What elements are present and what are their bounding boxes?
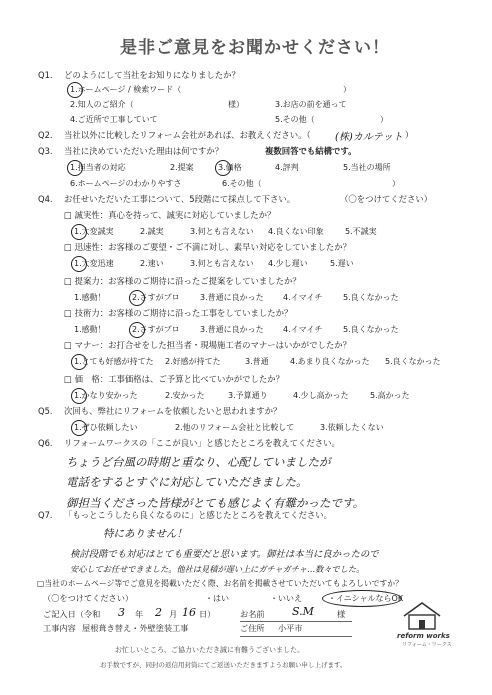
q4-speed-option-2[interactable]: 2.速い (140, 259, 164, 268)
publish-consent-note: （〇をつけてください） (43, 593, 134, 603)
q4-question: お任せいただいた工事について、5段階にて採点して下さい。 (64, 194, 296, 204)
thanks-text: お忙しいところ、ご協力いただき誠に有難うございました。 (115, 646, 304, 654)
q1-option-5-close: ） (380, 115, 388, 124)
logo-text: reform works (397, 632, 450, 640)
q4-price-option-1[interactable]: 1.かなり安かった (74, 391, 138, 400)
q3-option-1[interactable]: 1.担当者の対応 (70, 163, 126, 172)
q1-option-5[interactable]: 5.その他（ (275, 115, 315, 124)
q4-item-sincerity: □ 誠実性：真心を持って、誠実に対応していましたか？ (64, 210, 276, 220)
q4-manner-option-1[interactable]: 1.とても好感が持てた (74, 357, 154, 366)
publish-option-no[interactable]: ・いいえ (270, 594, 302, 603)
date-day: 16 (182, 606, 196, 619)
q4-manner-option-3[interactable]: 3.普通 (245, 357, 269, 366)
q7-number: Q7. (38, 510, 53, 520)
q4-sincerity-option-2[interactable]: 2.誠実 (140, 227, 164, 236)
q4-skill-option-5[interactable]: 5.良くなかった (343, 325, 399, 334)
q2-question: 当社以外に比較したリフォーム会社があれば、お教えください。（ (64, 130, 311, 140)
name-suffix: 様 (337, 609, 346, 619)
q5-number: Q5. (38, 406, 53, 416)
name-value: S.M (292, 605, 314, 618)
q3-question: 当社に決めていただいた理由は何ですか？ (64, 146, 224, 156)
q4-manner-option-5[interactable]: 5.良くなかった (385, 357, 441, 366)
date-year-unit: 年 (135, 609, 144, 619)
q1-question: どのようにして当社をお知りになりましたか？ (64, 70, 240, 80)
q4-item-skill: □ 技術力：お客様のご期待に沿った工事をしていましたか？ (64, 308, 293, 318)
q6-answer-line-3: 御担当くださった皆様がとても感じよく有難かったです。 (66, 496, 365, 510)
q2-number: Q2. (38, 130, 53, 140)
q4-skill-option-3[interactable]: 3.普通に良かった (200, 325, 264, 334)
q1-option-2-suffix: 様） (228, 100, 244, 109)
q3-option-4[interactable]: 4.評判 (275, 163, 299, 172)
thanks-text-2: お手数ですが、同封の返信用封筒にてご返送いただきますようお願い申し上げます。 (100, 661, 347, 669)
house-logo-icon (398, 600, 446, 632)
q1-option-2[interactable]: 2.知人のご紹介（ (70, 100, 134, 109)
q4-skill-option-4[interactable]: 4.イマイチ (283, 325, 323, 334)
q4-note: （〇をつけてください） (340, 194, 433, 204)
q5-option-3[interactable]: 3.依頼したくない (320, 423, 384, 432)
q3-note: 複数回答でも結構です。 (265, 146, 357, 156)
date-month: 2 (155, 606, 162, 619)
answer-circle (71, 420, 87, 436)
q7-question: 「もっとこうしたら良くなるのに」と感じたところを教えてください。 (64, 510, 332, 520)
q4-price-option-5[interactable]: 5.高かった (370, 391, 410, 400)
answer-circle (71, 354, 87, 370)
address-underline (240, 636, 352, 637)
q6-answer-line-1: ちょうど台風の時期と重なり、心配していましたが (66, 455, 331, 469)
q3-option-2[interactable]: 2.提案 (170, 163, 194, 172)
q4-proposal-option-5[interactable]: 5.良くなかった (343, 293, 399, 302)
name-label: お名前 (240, 609, 265, 619)
q1-option-1[interactable]: 1.ホームページ / 検索ワード（ (70, 85, 182, 94)
q4-skill-option-2[interactable]: 2.さすがプロ (132, 325, 180, 334)
q6-question: リフォームワークスの「ここが良い」と感じたところを教えてください。 (64, 438, 340, 448)
q3-option-5[interactable]: 5.当社の場所 (343, 163, 391, 172)
q4-speed-option-1[interactable]: 1.大変迅速 (74, 259, 114, 268)
q4-proposal-option-1[interactable]: 1.感動！ (74, 293, 106, 302)
q1-option-4[interactable]: 4.ご近所で工事していて (70, 115, 158, 124)
q1-option-3[interactable]: 3.お店の前を通って (275, 100, 347, 109)
q4-skill-option-1[interactable]: 1.感動！ (74, 325, 106, 334)
q4-item-speed: □ 迅速性：お客様のご要望・ご不満に対し、素早い対応をしていましたか？ (64, 242, 351, 252)
publish-option-initials[interactable]: ・イニシャルならOK (328, 594, 404, 603)
q3-number: Q3. (38, 146, 53, 156)
q3-option-7-close: ） (392, 179, 400, 188)
answer-circle (129, 322, 145, 338)
publish-consent-question: □当社のホームページ等でご意見を掲載いただく際、お名前を掲載させていただいてもよろしいですか？ (37, 579, 403, 588)
answer-circle (71, 388, 87, 404)
q4-manner-option-4[interactable]: 4.あまり良くなかった (290, 357, 370, 366)
q4-price-option-2[interactable]: 2.安かった (165, 391, 205, 400)
answer-circle (71, 256, 87, 272)
q3-option-6[interactable]: 6.ホームページのわかりやすさ (70, 179, 182, 188)
name-underline (240, 621, 352, 622)
q4-speed-option-3[interactable]: 3.何とも言えない (190, 259, 254, 268)
q7-answer-line-3: 安心してお任せできました。他社は見積が遅い上にガチャガチャ…数々でした。 (70, 564, 365, 574)
q5-option-2[interactable]: 2.他のリフォーム会社と比較して (175, 423, 295, 432)
q7-answer-line-1: 特にありません！ (103, 528, 187, 540)
q6-number: Q6. (38, 438, 53, 448)
q4-item-manner: □ マナー：お打合せをした担当者・現場施工者のマナーはいかがでしたか？ (64, 340, 351, 350)
address-value: 小平市 (278, 623, 303, 633)
q4-sincerity-option-4[interactable]: 4.良くない印象 (268, 227, 324, 236)
q4-price-option-3[interactable]: 3.予算通り (228, 391, 268, 400)
q3-option-3[interactable]: 3.価格 (218, 163, 242, 172)
q6-answer-line-2: 電話をするとすぐに対応していただきました。 (66, 475, 308, 489)
q3-option-7[interactable]: 6.その他（ (222, 179, 262, 188)
answer-circle (67, 160, 83, 176)
q7-answer-line-2: 検討段階でも対応はとても重要だと思います。御社は本当に良かったので (70, 549, 379, 560)
publish-option-yes[interactable]: ・はい (205, 594, 229, 603)
q4-proposal-option-2[interactable]: 2.さすがプロ (132, 293, 180, 302)
date-day-unit: 日） (199, 609, 216, 619)
q4-price-option-4[interactable]: 4.少し高かった (293, 391, 349, 400)
page-title: 是非ご意見をお聞かせください！ (120, 38, 390, 58)
work-value: 屋根葺き替え・外壁塗装工事 (82, 623, 189, 633)
q4-speed-option-5[interactable]: 5.遅い (330, 259, 354, 268)
q4-sincerity-option-5[interactable]: 5.不誠実 (345, 227, 377, 236)
q1-number: Q1. (38, 70, 53, 80)
q2-handwritten-answer: (株)カルテット (335, 132, 403, 143)
date-year: 3 (118, 606, 125, 619)
answer-circle (129, 290, 145, 306)
answer-circle (322, 590, 402, 607)
logo-subtext: リフォーム・ワークス (402, 642, 452, 648)
q1-option-1-close: ） (343, 85, 351, 94)
answer-circle (71, 224, 87, 240)
q4-manner-option-2[interactable]: 2.好感が持てた (165, 357, 221, 366)
work-label: 工事内容 (43, 623, 76, 633)
answer-circle (67, 82, 83, 98)
q5-question: 次回も、弊社にリフォームを依頼したいと思われますか？ (64, 406, 282, 416)
date-label: ご記入日（令和 (43, 609, 101, 619)
q5-option-1[interactable]: 1.ぜひ依頼したい (74, 423, 138, 432)
q4-sincerity-option-3[interactable]: 3.何とも言えない (190, 227, 254, 236)
q4-proposal-option-3[interactable]: 3.普通に良かった (200, 293, 264, 302)
address-label: ご住所 (240, 623, 265, 633)
answer-circle (215, 160, 231, 176)
q4-item-price: □ 価 格：工事価格は、ご予算と比べていかがでしたか？ (64, 374, 284, 384)
q4-proposal-option-4[interactable]: 4.イマイチ (283, 293, 323, 302)
q4-number: Q4. (38, 194, 53, 204)
q4-sincerity-option-1[interactable]: 1.大変誠実 (74, 227, 114, 236)
q2-close: ） (405, 130, 414, 140)
q4-item-proposal: □ 提案力：お客様のご期待に沿ったご提案をしていましたか？ (64, 276, 301, 286)
date-month-unit: 月 (169, 609, 178, 619)
q4-speed-option-4[interactable]: 4.少し遅い (268, 259, 308, 268)
